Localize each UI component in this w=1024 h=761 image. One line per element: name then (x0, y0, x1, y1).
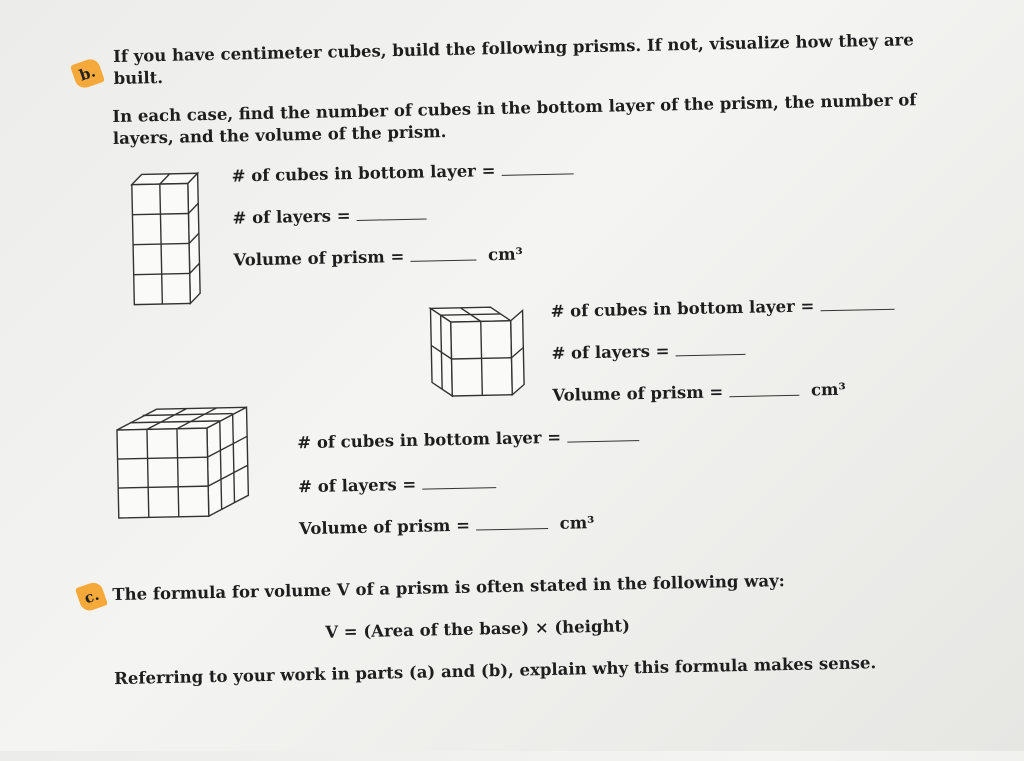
prism1-layers-blank[interactable] (356, 205, 426, 221)
prism3-bottom-layer-label: # of cubes in bottom layer = (297, 425, 639, 454)
prism2-layers-blank[interactable] (675, 340, 745, 356)
prism1-layers-label: # of layers = (232, 204, 426, 230)
prism1-volume-unit: cm³ (487, 244, 523, 265)
prism3-figure (115, 405, 258, 542)
part-b-instruction-line1: If you have centimeter cubes, build the following prisms. If not, visualize how they are (112, 30, 914, 67)
prism2-volume-blank[interactable] (729, 381, 799, 397)
part-b-instruction-line4: layers, and the volume of the prism. (112, 122, 447, 149)
prism2-figure (410, 304, 528, 402)
part-b-instruction-line2: built. (113, 67, 164, 89)
prism2-volume-unit: cm³ (810, 379, 846, 400)
part-b-instruction-line3: In each case, find the number of cubes in the bottom layer of the prism, the number of (112, 90, 917, 127)
part-c-formula: V = (Area of the base) × (height) (325, 616, 631, 642)
part-c-marker: c. (75, 580, 108, 613)
prism3-layers-blank[interactable] (422, 473, 496, 490)
prism3-layers-label: # of layers = (298, 472, 496, 498)
prism1-volume-blank[interactable] (410, 245, 476, 261)
prism2-layers-label: # of layers = (551, 339, 745, 365)
prism3-bottom-layer-blank[interactable] (567, 426, 639, 443)
prism1-volume-label: Volume of prism = cm³ (233, 244, 523, 270)
part-b-marker: b. (70, 57, 105, 91)
prism1-figure (130, 171, 213, 313)
prism3-volume-label: Volume of prism = cm³ (298, 513, 595, 539)
prism2-volume-label: Volume of prism = cm³ (552, 379, 846, 405)
prism3-volume-unit: cm³ (559, 513, 595, 533)
prism1-bottom-layer-label: # of cubes in bottom layer = (231, 158, 573, 187)
prism3-volume-blank[interactable] (476, 514, 548, 531)
prism2-bottom-layer-label: # of cubes in bottom layer = (550, 294, 894, 323)
part-c-line1: The formula for volume V of a prism is often stated in the following way: (112, 571, 785, 605)
prism1-bottom-layer-blank[interactable] (501, 159, 573, 176)
prism2-bottom-layer-blank[interactable] (820, 295, 894, 312)
part-c-line2: Referring to your work in parts (a) and (b), explain why this formula makes sense. (113, 653, 877, 689)
